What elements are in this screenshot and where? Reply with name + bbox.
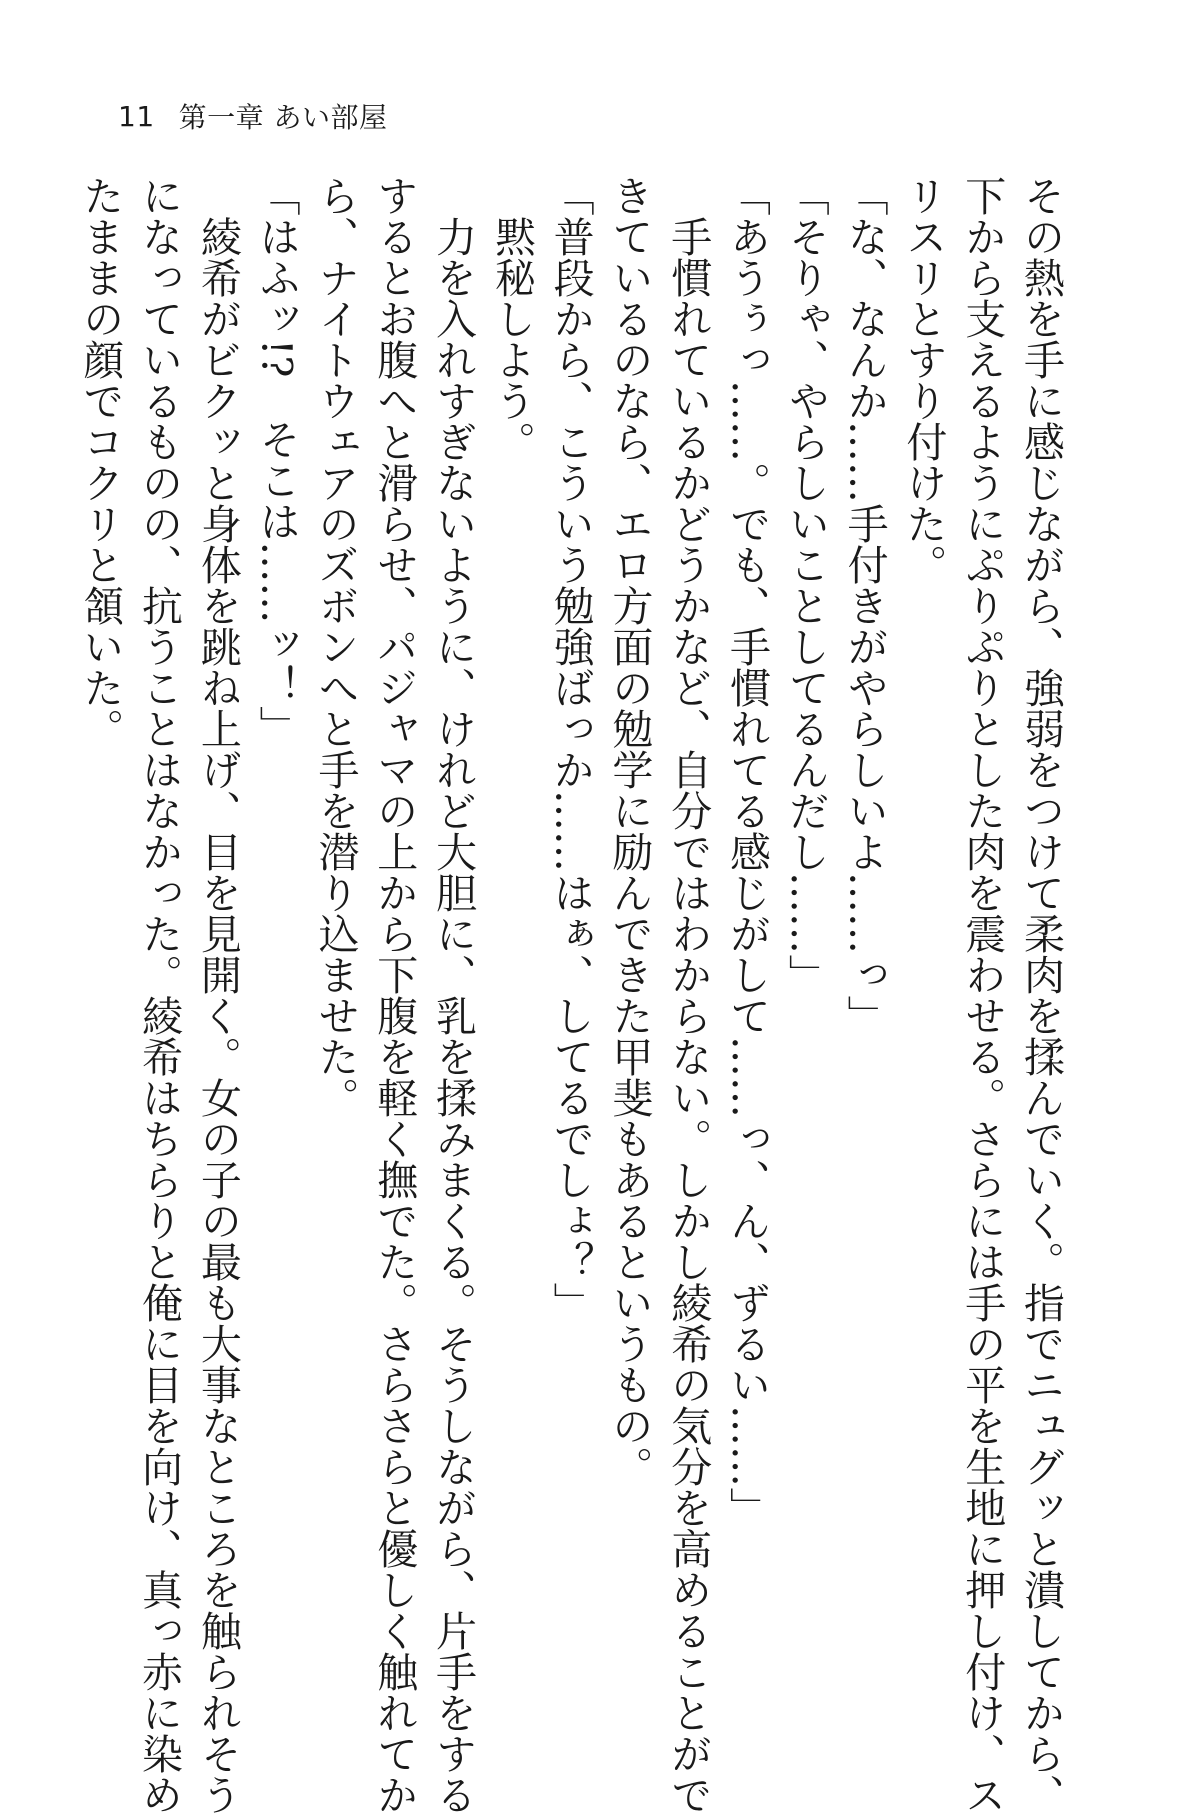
text-line: 綾希がビクッと身体を跳ね上げ、目を見開く。女の子の最も大事なところを触られそう	[193, 175, 242, 1815]
text-line: きているのなら、エロ方面の勉学に励んできた甲斐もあるというもの。	[605, 175, 654, 1487]
text-line: 「はふッ!? そこは……ッ！」	[252, 175, 301, 747]
text-line: 下から支えるようにぷりぷりとした肉を震わせる。さらには手の平を生地に押し付け、ス	[958, 175, 1007, 1815]
text-line: ら、ナイトウェアのズボンへと手を潜り込ませた。	[311, 175, 360, 1118]
text-line: になっているものの、抗うことはなかった。綾希はちらりと俺に目を向け、真っ赤に染め	[135, 175, 184, 1815]
text-line: その熱を手に感じながら、強弱をつけて柔肉を揉んでいく。指でニュグッと潰してから、	[1017, 175, 1065, 1815]
text-line: するとお腹へと滑らせ、パジャマの上から下腹を軽く撫でた。さらさらと優しく触れてか	[370, 175, 419, 1815]
text-line: 「な、なんか……手付きがやらしいよ……っ」	[840, 175, 889, 1036]
text-line: 手慣れているかどうかなど、自分ではわからない。しかし綾希の気分を高めることがで	[664, 175, 713, 1815]
text-line: たままの顔でコクリと頷いた。	[76, 175, 125, 749]
running-header	[118, 96, 388, 136]
text-line: 力を入れすぎないように、けれど大胆に、乳を揉みまくる。そうしながら、片手をする	[429, 175, 478, 1815]
text-line: リスリとすり付けた。	[899, 175, 948, 585]
text-line: 「あうぅっ……。でも、手慣れてる感じがして……っ、ん、ずるい……」	[723, 175, 772, 1528]
page-number: 11	[118, 99, 155, 133]
vertical-body-text	[76, 175, 1070, 1815]
chapter-title: 第一章 あい部屋	[178, 101, 388, 134]
text-line: 「普段から、こういう勉強ばっか……はぁ、してるでしょ？」	[546, 175, 595, 1323]
text-line: 「そりゃ、やらしいことしてるんだし……」	[781, 175, 830, 995]
text-line: 黙秘しよう。	[487, 175, 536, 462]
